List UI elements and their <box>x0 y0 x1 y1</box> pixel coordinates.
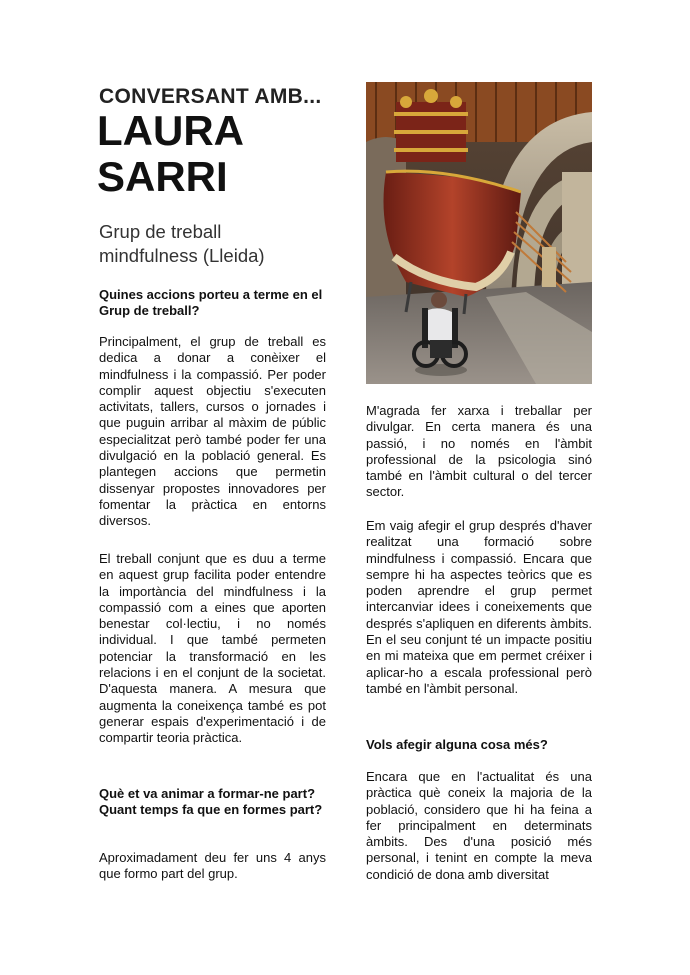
interviewee-name <box>97 108 244 200</box>
subtitle-line-1: Grup de treball <box>99 221 222 242</box>
question-1: Quines accions porteu a terme en el Grup de treball? <box>99 287 323 318</box>
answer-1: Principalment, el grup de treball es dedica a donar a conèixer el mindfulness i la compassió. Per poder complir aquest objectiu s'executen activitats, tallers, cursos o jornades i que puguin arribar al màxim de públic especialitzat però també poder fer una divulgació en la població general. Es plantegen accions que permetin dissenyar propostes innovadores per fomentar la pràctica en entorns diversos. <box>99 334 326 529</box>
question-3: Vols afegir alguna cosa més? <box>366 737 548 752</box>
photo-museum-galley <box>366 82 592 384</box>
group-subtitle <box>99 220 326 268</box>
answer-6: Encara que en l'actualitat és una pràctica què coneix la majoria de la població, considero que hi ha feina a fer principalment en determinats àmbits. Des d'una posició més personal, i tenint en compte la meva condició de dona amb diversitat <box>366 769 592 882</box>
question-2: Què et va animar a formar-ne part? Quant temps fa que en formes part? <box>99 786 323 817</box>
subtitle-line-2: mindfulness (Lleida) <box>99 245 265 266</box>
answer-5: Em vaig afegir el grup després d'haver realitzat una formació sobre mindfulness i compassió. Encara que sempre hi ha aspectes teòrics que es poden aprendre el grup permet intercanviar idees i coneixements que després s'apliquen en diferents àmbits. En el seu conjunt té un impacte positiu en mi mateixa que em permet créixer i aplicar-ho a escala professional però també en l'àmbit personal. <box>366 518 592 696</box>
name-line-2: SARRI <box>97 153 228 200</box>
answer-4: M'agrada fer xarxa i treballar per divulgar. En certa manera és una passió, i no només en l'àmbit professional de la psicologia sinó també en l'àmbit cultural o del tercer sector. <box>366 403 592 500</box>
name-line-1: LAURA <box>97 107 244 154</box>
answer-2: El treball conjunt que es duu a terme en aquest grup facilita poder entendre la importància del mindfulness i la compassió com a eines que aporten benestar col·lectiu, i no només individual. I que també permeten potenciar la transformació en les relacions i en el conjunt de la societat. D'aquesta manera. A mesura que augmenta la coneixença també es pot generar espais d'experimentació i de compartir teoria pràctica. <box>99 551 326 746</box>
article-kicker: CONVERSANT AMB... <box>99 85 322 108</box>
answer-3: Aproximadament deu fer uns 4 anys que formo part del grup. <box>99 850 326 882</box>
interview-photo <box>366 82 592 384</box>
